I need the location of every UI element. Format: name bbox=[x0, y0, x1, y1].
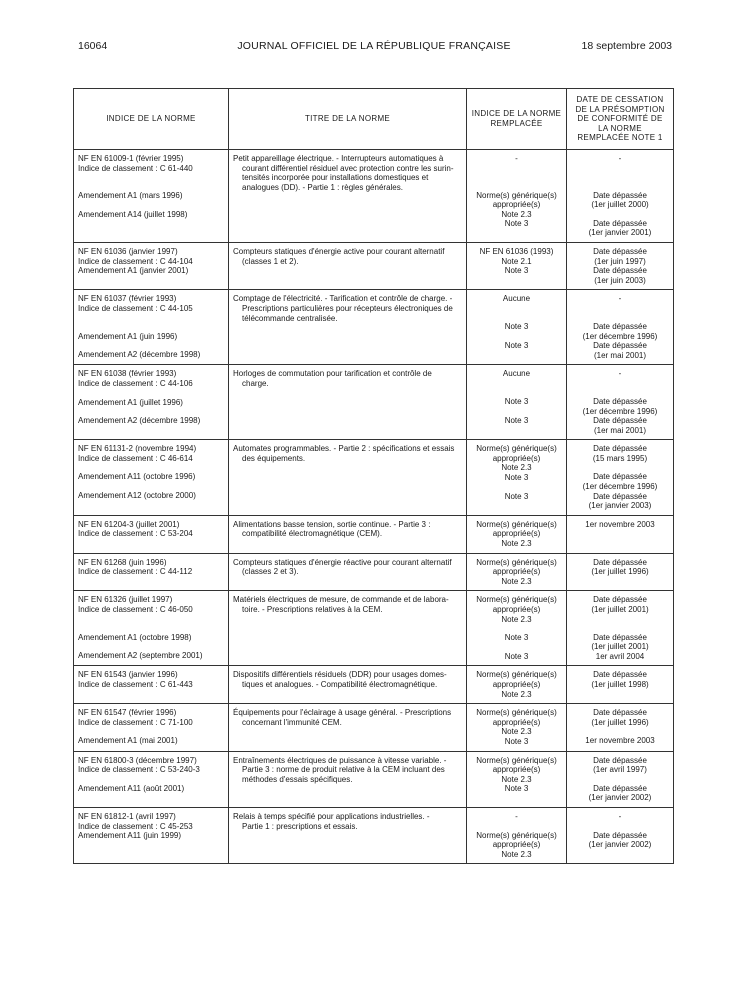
cessation-line: (1er janvier 2002) bbox=[588, 793, 652, 803]
remplacee-line: Note 3 bbox=[504, 633, 529, 643]
remplacee-line: Note 3 bbox=[504, 784, 529, 794]
norme-line bbox=[78, 341, 224, 350]
remplacee-line: Note 3 bbox=[504, 321, 529, 331]
norme-line: NF EN 61800-3 (décembre 1997) bbox=[78, 755, 197, 765]
cessation-line bbox=[571, 388, 669, 397]
titre-line: Matériels électriques de mesure, de commande et de labora- bbox=[233, 595, 449, 605]
titre-line: toire. - Prescriptions relatives à la CEM. bbox=[242, 605, 383, 614]
norme-line: Amendement A1 (mai 2001) bbox=[78, 736, 178, 746]
norme-line bbox=[78, 407, 224, 416]
remplacee-line: Norme(s) générique(s) bbox=[476, 708, 557, 718]
table-row bbox=[74, 751, 674, 807]
table-row bbox=[74, 365, 674, 440]
header-titre: TITRE DE LA NORME bbox=[229, 89, 467, 150]
cell-cessation bbox=[567, 553, 674, 591]
titre-line: télécommande centralisée. bbox=[242, 313, 338, 323]
cell-cessation bbox=[567, 704, 674, 751]
remplacee-line bbox=[471, 407, 562, 416]
cell-norme bbox=[74, 365, 229, 440]
standards-table bbox=[73, 88, 674, 864]
cessation-line: Date dépassée bbox=[593, 341, 647, 351]
cessation-line: Date dépassée bbox=[593, 830, 647, 840]
norme-line: Indice de classement : C 45-253 bbox=[78, 821, 193, 831]
titre-line: Horloges de commutation pour tarification et contrôle de bbox=[233, 369, 432, 379]
cell-norme bbox=[74, 150, 229, 243]
remplacee-line bbox=[471, 822, 562, 831]
cell-remplacee bbox=[467, 150, 567, 243]
page-number: 16064 bbox=[78, 40, 108, 52]
remplacee-line: Note 3 bbox=[504, 491, 529, 501]
cessation-line bbox=[571, 775, 669, 784]
cessation-line bbox=[571, 624, 669, 633]
journal-title: JOURNAL OFFICIEL DE LA RÉPUBLIQUE FRANÇAISE bbox=[237, 40, 511, 52]
titre-line: Alimentations basse tension, sortie continue. - Partie 3 : bbox=[233, 519, 431, 529]
titre-line: Automates programmables. - Partie 2 : spécifications et essais bbox=[233, 444, 455, 454]
table-row bbox=[74, 440, 674, 516]
table-row bbox=[74, 807, 674, 863]
norme-line: Indice de classement : C 44-105 bbox=[78, 303, 193, 313]
cell-cessation bbox=[567, 807, 674, 863]
cessation-line: Date dépassée bbox=[593, 218, 647, 228]
remplacee-line: Note 2.1 bbox=[501, 256, 532, 266]
table-row bbox=[74, 591, 674, 666]
table-row bbox=[74, 515, 674, 553]
remplacee-line: - bbox=[515, 154, 518, 163]
norme-line bbox=[78, 389, 224, 398]
remplacee-line bbox=[471, 332, 562, 341]
cell-cessation bbox=[567, 591, 674, 666]
cessation-line: Date dépassée bbox=[593, 246, 647, 256]
cessation-line: Date dépassée bbox=[593, 190, 647, 200]
cessation-line: Date dépassée bbox=[593, 595, 647, 605]
page-header bbox=[0, 40, 748, 56]
cell-cessation bbox=[567, 751, 674, 807]
cessation-line: Date dépassée bbox=[593, 321, 647, 331]
cell-titre bbox=[229, 365, 467, 440]
cessation-line bbox=[571, 164, 669, 173]
remplacee-line: Note 2.3 bbox=[501, 689, 532, 699]
norme-line bbox=[78, 615, 224, 624]
titre-line: charge. bbox=[242, 378, 269, 388]
cell-remplacee bbox=[467, 242, 567, 289]
norme-line: Amendement A1 (janvier 2001) bbox=[78, 266, 189, 276]
remplacee-line: Note 2.3 bbox=[501, 774, 532, 784]
cessation-line: Date dépassée bbox=[593, 416, 647, 426]
cessation-line: (1er avril 1997) bbox=[593, 765, 647, 775]
cell-cessation bbox=[567, 365, 674, 440]
remplacee-line: appropriée(s) bbox=[492, 679, 541, 689]
norme-line: NF EN 61038 (février 1993) bbox=[78, 369, 177, 379]
remplacee-line: Note 3 bbox=[504, 219, 529, 229]
remplacee-line: appropriée(s) bbox=[492, 567, 541, 577]
remplacee-line bbox=[471, 304, 562, 313]
remplacee-line: - bbox=[515, 811, 518, 821]
norme-line bbox=[78, 314, 224, 323]
remplacee-line: Note 3 bbox=[504, 266, 529, 276]
cessation-line: - bbox=[618, 294, 622, 304]
remplacee-line: Note 3 bbox=[504, 736, 529, 746]
norme-line bbox=[78, 482, 224, 491]
header-indice: INDICE DE LA NORME bbox=[74, 89, 229, 150]
remplacee-line bbox=[471, 483, 562, 492]
cessation-line: Date dépassée bbox=[593, 632, 647, 642]
cessation-line: 1er novembre 2003 bbox=[585, 736, 655, 746]
remplacee-line: appropriée(s) bbox=[492, 605, 541, 614]
table-header-row bbox=[74, 89, 674, 150]
remplacee-line: Note 3 bbox=[504, 340, 529, 350]
remplacee-line: Note 3 bbox=[504, 415, 529, 425]
norme-line: NF EN 61268 (juin 1996) bbox=[78, 557, 167, 567]
cell-remplacee bbox=[467, 704, 567, 751]
titre-line: compatibilité électromagnétique (CEM). bbox=[242, 529, 383, 539]
norme-line: NF EN 61009-1 (février 1995) bbox=[78, 154, 184, 163]
titre-line: (classes 2 et 3). bbox=[242, 567, 299, 577]
cessation-line bbox=[571, 727, 669, 736]
cell-titre bbox=[229, 807, 467, 863]
cessation-line: Date dépassée bbox=[593, 708, 647, 718]
cessation-line: Date dépassée bbox=[593, 783, 647, 793]
norme-line: NF EN 61543 (janvier 1996) bbox=[78, 670, 178, 680]
remplacee-line: NF EN 61036 (1993) bbox=[479, 246, 554, 256]
norme-line: NF EN 61812-1 (avril 1997) bbox=[78, 811, 176, 821]
header-cessation: DATE DE CESSATION DE LA PRÉSOMPTION DE CONFORMITÉ DE LA NORME REMPLACÉE NOTE 1 bbox=[567, 89, 674, 150]
norme-line: NF EN 61547 (février 1996) bbox=[78, 708, 177, 718]
cessation-line: Date dépassée bbox=[593, 266, 647, 276]
cessation-line: (1er mai 2001) bbox=[593, 425, 647, 435]
norme-line: Amendement A2 (décembre 1998) bbox=[78, 350, 201, 360]
cessation-line bbox=[571, 173, 669, 182]
cell-remplacee bbox=[467, 807, 567, 863]
norme-line bbox=[78, 463, 224, 472]
titre-line: Prescriptions particulières pour récepteurs électroniques de bbox=[242, 303, 453, 313]
table-row bbox=[74, 242, 674, 289]
norme-line: Indice de classement : C 53-240-3 bbox=[78, 765, 200, 775]
cell-norme bbox=[74, 553, 229, 591]
cessation-line: (1er juillet 2000) bbox=[591, 200, 649, 210]
cell-norme bbox=[74, 704, 229, 751]
norme-line: Indice de classement : C 46-050 bbox=[78, 605, 193, 614]
remplacee-line: appropriée(s) bbox=[492, 840, 541, 850]
remplacee-line: appropriée(s) bbox=[492, 717, 541, 727]
remplacee-line: Norme(s) générique(s) bbox=[476, 557, 557, 567]
titre-line: des équipements. bbox=[242, 453, 306, 463]
remplacee-line: appropriée(s) bbox=[492, 453, 541, 463]
cessation-line: - bbox=[618, 154, 622, 163]
titre-line: Compteurs statiques d'énergie active pour courant alternatif bbox=[233, 246, 445, 256]
norme-line bbox=[78, 624, 224, 633]
cessation-line: (1er janvier 2003) bbox=[588, 501, 652, 511]
cell-remplacee bbox=[467, 591, 567, 666]
norme-line: Amendement A2 (septembre 2001) bbox=[78, 651, 203, 661]
cell-remplacee bbox=[467, 553, 567, 591]
remplacee-line: Norme(s) générique(s) bbox=[476, 190, 557, 200]
cessation-line bbox=[571, 463, 669, 472]
remplacee-line: Aucune bbox=[502, 369, 531, 379]
titre-line: Partie 3 : norme de produit relative à la CEM incluant des bbox=[242, 765, 445, 775]
cessation-line: (1er décembre 1996) bbox=[582, 482, 658, 492]
titre-line: Équipements pour l'éclairage à usage général. - Prescriptions bbox=[233, 708, 452, 718]
norme-line bbox=[78, 173, 224, 182]
remplacee-line: appropriée(s) bbox=[492, 765, 541, 775]
cell-norme bbox=[74, 242, 229, 289]
cell-norme bbox=[74, 751, 229, 807]
cell-titre bbox=[229, 242, 467, 289]
cell-titre bbox=[229, 290, 467, 365]
cessation-line bbox=[571, 379, 669, 388]
cessation-line: Date dépassée bbox=[593, 755, 647, 765]
cell-norme bbox=[74, 591, 229, 666]
remplacee-line: Norme(s) générique(s) bbox=[476, 444, 557, 454]
header-remplacee: INDICE DE LA NORME REMPLACÉE bbox=[467, 89, 567, 150]
table-row bbox=[74, 704, 674, 751]
table-row bbox=[74, 290, 674, 365]
remplacee-line: Note 2.3 bbox=[501, 209, 532, 219]
norme-line: Indice de classement : C 61-440 bbox=[78, 163, 193, 173]
titre-line: analogues (DD). - Partie 1 : règles générales. bbox=[242, 182, 403, 192]
cessation-line: (1er mai 2001) bbox=[593, 350, 647, 360]
norme-line: Indice de classement : C 53-204 bbox=[78, 529, 193, 539]
cessation-line: - bbox=[618, 369, 622, 379]
remplacee-line: appropriée(s) bbox=[492, 200, 541, 210]
remplacee-line: Note 2.3 bbox=[501, 539, 532, 549]
norme-line bbox=[78, 642, 224, 651]
remplacee-line bbox=[471, 643, 562, 652]
norme-line: Amendement A11 (juin 1999) bbox=[78, 831, 182, 841]
cessation-line: 1er novembre 2003 bbox=[585, 519, 655, 529]
cell-titre bbox=[229, 666, 467, 704]
cell-remplacee bbox=[467, 290, 567, 365]
cessation-line bbox=[571, 182, 669, 191]
norme-line: NF EN 61036 (janvier 1997) bbox=[78, 246, 178, 256]
cessation-line bbox=[571, 822, 669, 831]
cessation-line bbox=[571, 210, 669, 219]
norme-line: NF EN 61037 (février 1993) bbox=[78, 294, 177, 304]
cell-cessation bbox=[567, 515, 674, 553]
cell-cessation bbox=[567, 290, 674, 365]
remplacee-line: Norme(s) générique(s) bbox=[476, 670, 557, 680]
cessation-line: Date dépassée bbox=[593, 670, 647, 680]
titre-line: tensités incorporée pour installations domestiques et bbox=[242, 173, 429, 183]
remplacee-line: Norme(s) générique(s) bbox=[476, 519, 557, 529]
norme-line: Amendement A12 (octobre 2000) bbox=[78, 491, 196, 501]
norme-line bbox=[78, 775, 224, 784]
cell-cessation bbox=[567, 440, 674, 516]
table-row bbox=[74, 553, 674, 591]
cessation-line: Date dépassée bbox=[593, 472, 647, 482]
norme-line: Amendement A1 (octobre 1998) bbox=[78, 632, 192, 642]
remplacee-line: Note 2.3 bbox=[501, 463, 532, 473]
cessation-line: (1er janvier 2001) bbox=[588, 228, 652, 238]
cell-titre bbox=[229, 704, 467, 751]
norme-line: NF EN 61326 (juillet 1997) bbox=[78, 595, 173, 605]
table-row bbox=[74, 666, 674, 704]
cell-remplacee bbox=[467, 440, 567, 516]
titre-line: courant différentiel résiduel avec protection contre les surin- bbox=[242, 163, 454, 173]
norme-line bbox=[78, 182, 224, 191]
remplacee-line bbox=[471, 624, 562, 633]
cessation-line: (1er juillet 1998) bbox=[591, 679, 649, 689]
remplacee-line bbox=[471, 313, 562, 322]
remplacee-line: Norme(s) générique(s) bbox=[476, 755, 557, 765]
remplacee-line: Note 2.3 bbox=[501, 614, 532, 624]
remplacee-line bbox=[471, 182, 562, 191]
cell-cessation bbox=[567, 242, 674, 289]
cell-norme bbox=[74, 440, 229, 516]
cessation-line: (1er juillet 2001) bbox=[591, 642, 649, 652]
cessation-line: (15 mars 1995) bbox=[592, 453, 648, 463]
titre-line: concernant l'immunité CEM. bbox=[242, 717, 342, 727]
titre-line: méthodes d'essais spécifiques. bbox=[242, 774, 353, 784]
cessation-line: - bbox=[618, 811, 622, 821]
cell-titre bbox=[229, 515, 467, 553]
remplacee-line: Aucune bbox=[502, 294, 531, 304]
publication-date: 18 septembre 2003 bbox=[581, 40, 672, 52]
norme-line: Indice de classement : C 46-614 bbox=[78, 453, 193, 463]
titre-line: Dispositifs différentiels résiduels (DDR) pour usages domes- bbox=[233, 670, 447, 680]
cell-titre bbox=[229, 751, 467, 807]
norme-line: Amendement A11 (octobre 1996) bbox=[78, 472, 196, 482]
norme-line: Amendement A1 (mars 1996) bbox=[78, 191, 183, 201]
titre-line: Compteurs statiques d'énergie réactive pour courant alternatif bbox=[233, 557, 452, 567]
cell-remplacee bbox=[467, 365, 567, 440]
norme-line: Indice de classement : C 44-112 bbox=[78, 567, 193, 577]
norme-line: NF EN 61131-2 (novembre 1994) bbox=[78, 444, 197, 454]
cessation-line: Date dépassée bbox=[593, 557, 647, 567]
norme-line: Amendement A2 (décembre 1998) bbox=[78, 416, 201, 426]
cessation-line: (1er décembre 1996) bbox=[582, 406, 658, 416]
norme-line: Indice de classement : C 71-100 bbox=[78, 717, 193, 727]
cessation-line: (1er janvier 2002) bbox=[588, 840, 652, 850]
titre-line: (classes 1 et 2). bbox=[242, 256, 299, 266]
norme-line: NF EN 61204-3 (juillet 2001) bbox=[78, 519, 180, 529]
titre-line: tiques et analogues. - Compatibilité électromagnétique. bbox=[242, 679, 438, 689]
remplacee-line: appropriée(s) bbox=[492, 529, 541, 539]
remplacee-line bbox=[471, 164, 562, 173]
cessation-line: Date dépassée bbox=[593, 491, 647, 501]
titre-line: Comptage de l'électricité. - Tarification et contrôle de charge. - bbox=[233, 294, 453, 304]
norme-line bbox=[78, 201, 224, 210]
titre-line: Entraînements électriques de puissance à vitesse variable. - bbox=[233, 755, 447, 765]
cell-titre bbox=[229, 591, 467, 666]
cessation-line: 1er avril 2004 bbox=[595, 651, 645, 661]
cessation-line: (1er juin 2003) bbox=[594, 275, 646, 285]
norme-line: Indice de classement : C 61-443 bbox=[78, 679, 193, 689]
cell-remplacee bbox=[467, 751, 567, 807]
norme-line: Indice de classement : C 44-106 bbox=[78, 378, 193, 388]
cell-titre bbox=[229, 440, 467, 516]
norme-line bbox=[78, 727, 224, 736]
remplacee-line bbox=[471, 379, 562, 388]
cessation-line: Date dépassée bbox=[593, 444, 647, 454]
cessation-line: (1er décembre 1996) bbox=[582, 331, 658, 341]
remplacee-line: Note 3 bbox=[504, 396, 529, 406]
cessation-line: (1er juin 1997) bbox=[594, 256, 646, 266]
cessation-line: (1er juillet 1996) bbox=[591, 567, 649, 577]
cessation-line bbox=[571, 313, 669, 322]
cell-norme bbox=[74, 290, 229, 365]
norme-line: Indice de classement : C 44-104 bbox=[78, 256, 193, 266]
table-body bbox=[74, 150, 674, 864]
titre-line: Partie 1 : prescriptions et essais. bbox=[242, 821, 358, 831]
remplacee-line: Note 3 bbox=[504, 473, 529, 483]
cessation-line bbox=[571, 615, 669, 624]
norme-line bbox=[78, 323, 224, 332]
norme-line: Amendement A14 (juillet 1998) bbox=[78, 209, 188, 219]
titre-line: Relais à temps spécifié pour applications industrielles. - bbox=[233, 811, 430, 821]
cell-remplacee bbox=[467, 666, 567, 704]
cell-norme bbox=[74, 807, 229, 863]
table-row bbox=[74, 150, 674, 243]
remplacee-line bbox=[471, 388, 562, 397]
norme-line: Amendement A1 (juin 1996) bbox=[78, 331, 178, 341]
cell-norme bbox=[74, 666, 229, 704]
cell-cessation bbox=[567, 666, 674, 704]
norme-line: Amendement A11 (août 2001) bbox=[78, 783, 185, 793]
norme-line: Amendement A1 (juillet 1996) bbox=[78, 397, 183, 407]
cessation-line: (1er juillet 2001) bbox=[591, 605, 649, 614]
cessation-line: Date dépassée bbox=[593, 396, 647, 406]
cell-titre bbox=[229, 553, 467, 591]
cell-cessation bbox=[567, 150, 674, 243]
cell-remplacee bbox=[467, 515, 567, 553]
cell-titre bbox=[229, 150, 467, 243]
remplacee-line: Norme(s) générique(s) bbox=[476, 830, 557, 840]
remplacee-line: Note 2.3 bbox=[501, 576, 532, 586]
cessation-line bbox=[571, 304, 669, 313]
remplacee-line bbox=[471, 173, 562, 182]
remplacee-line: Note 2.3 bbox=[501, 849, 532, 859]
remplacee-line: Note 3 bbox=[504, 651, 529, 661]
cell-norme bbox=[74, 515, 229, 553]
remplacee-line: Norme(s) générique(s) bbox=[476, 595, 557, 605]
titre-line: Petit appareillage électrique. - Interrupteurs automatiques à bbox=[233, 154, 444, 163]
cessation-line: (1er juillet 1996) bbox=[591, 717, 649, 727]
remplacee-line: Note 2.3 bbox=[501, 727, 532, 737]
